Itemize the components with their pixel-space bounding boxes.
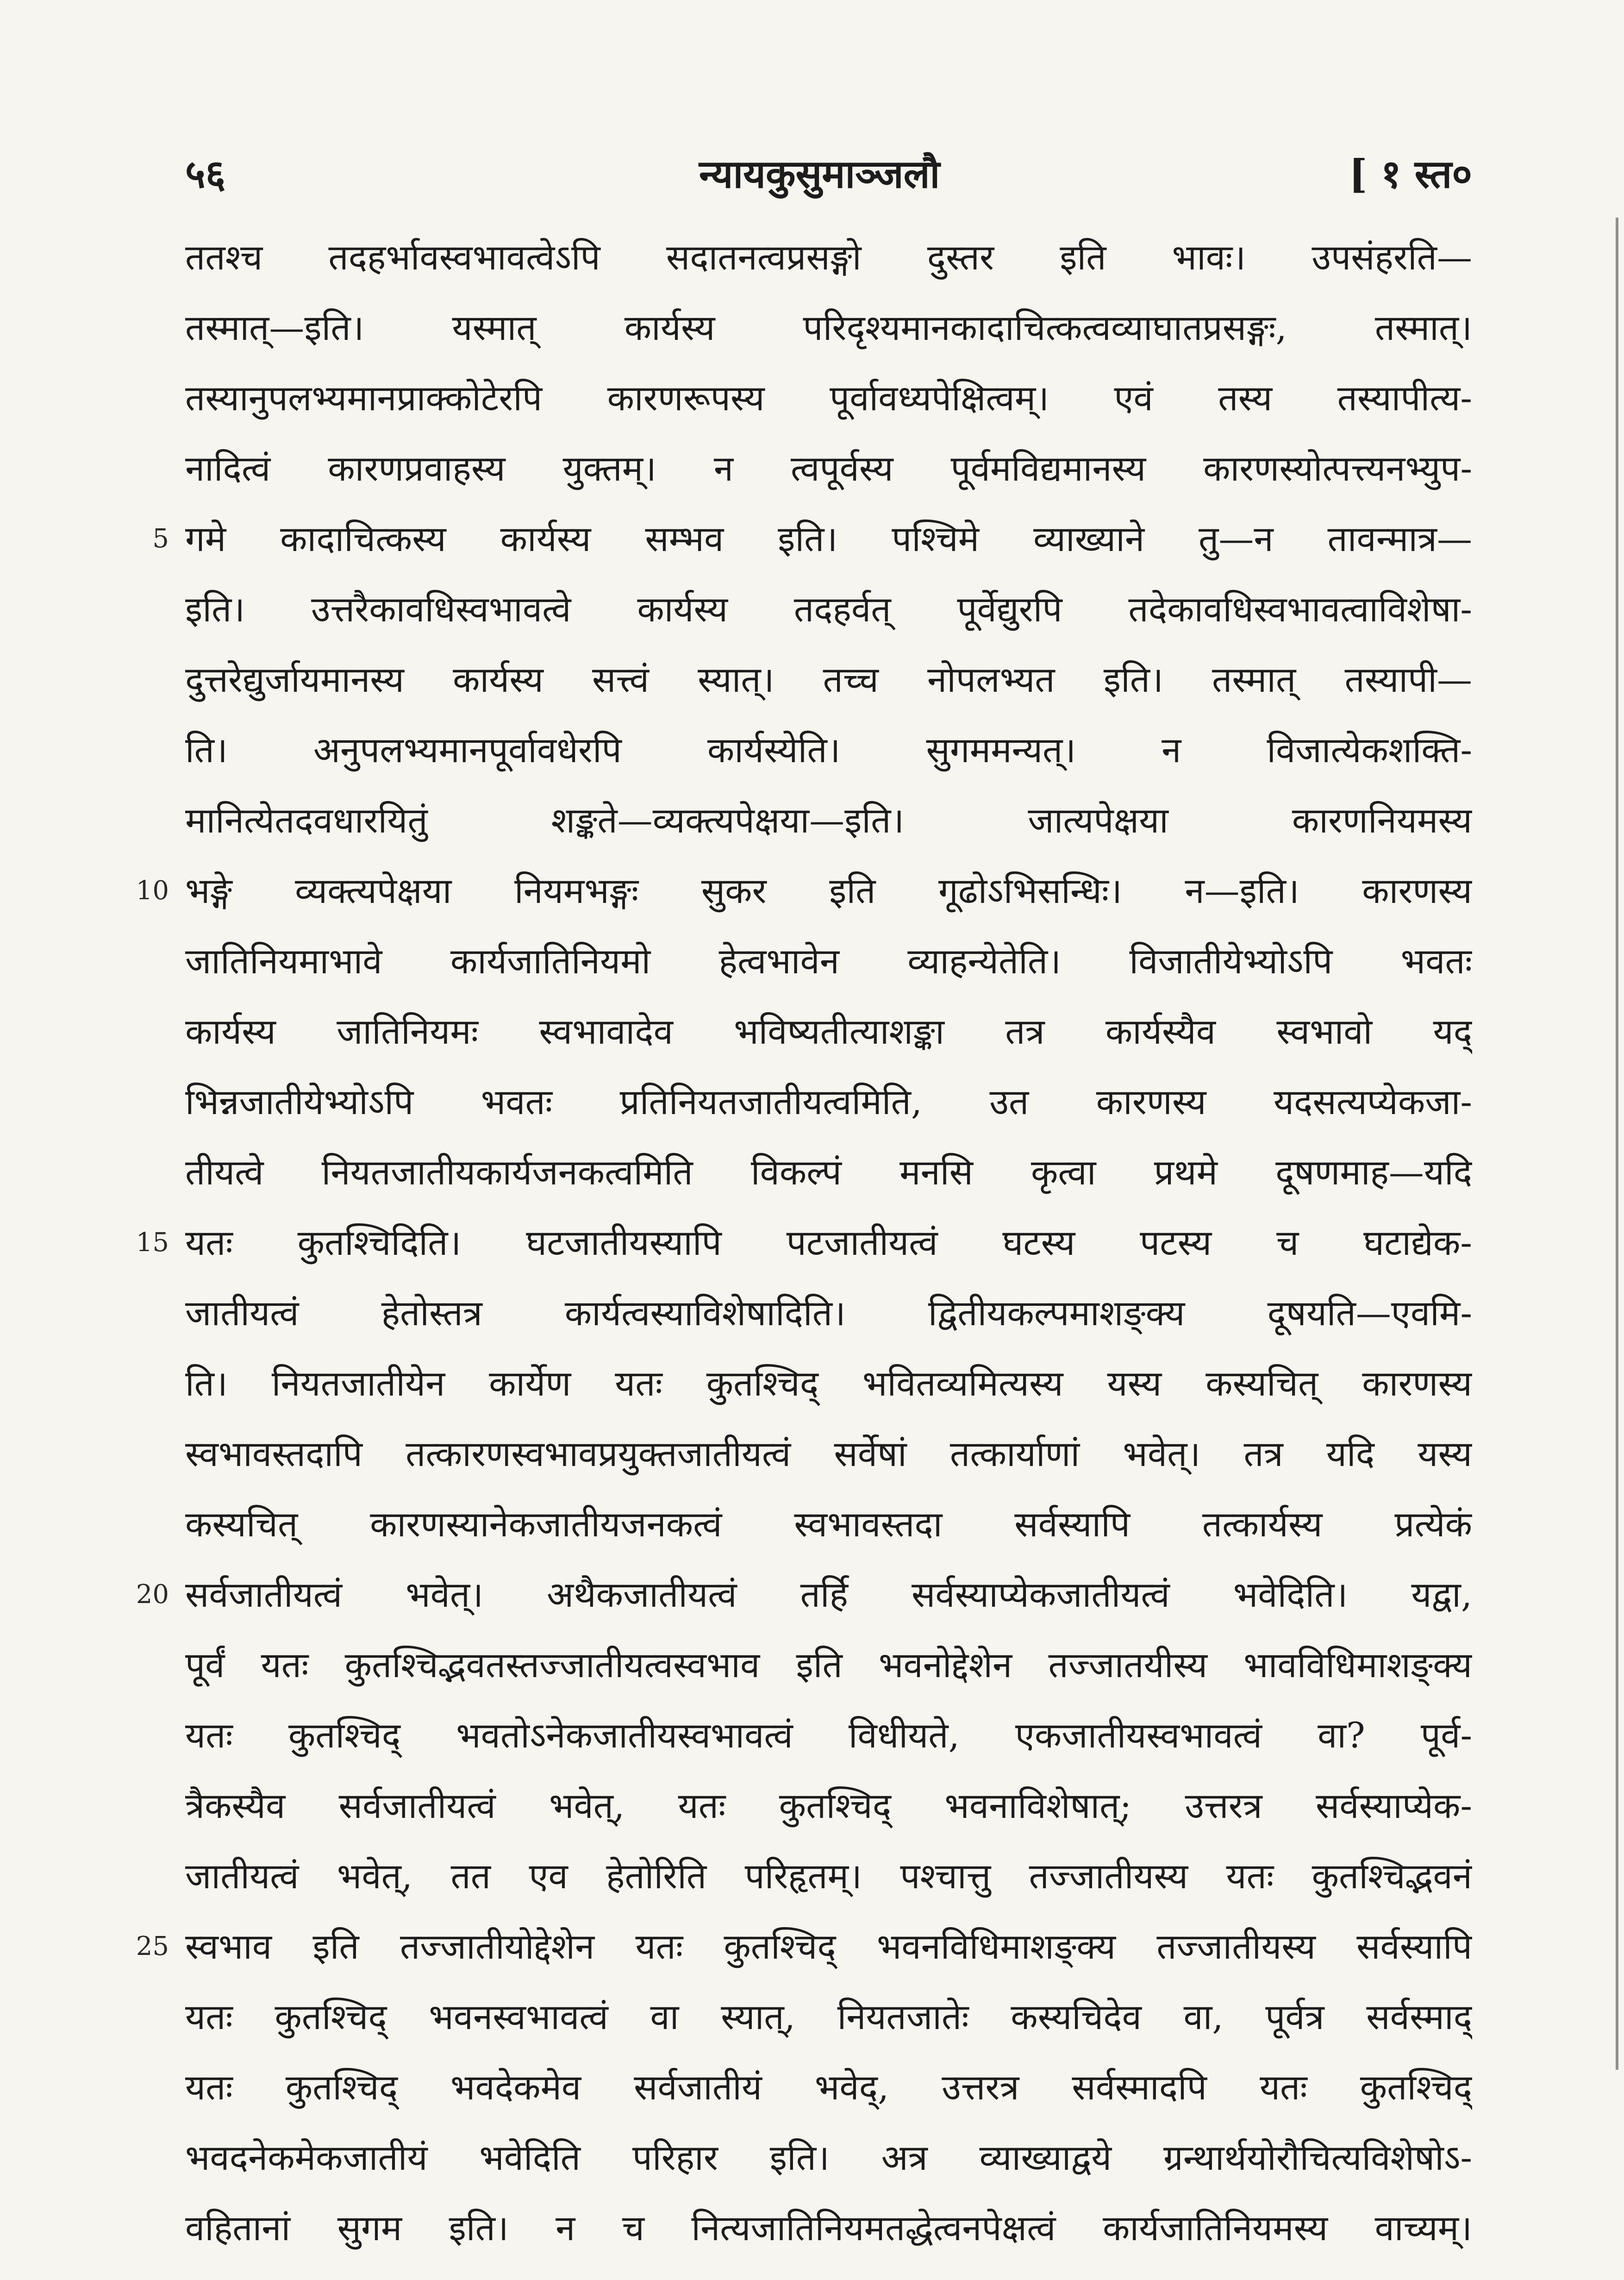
text-line: भङ्गे व्यक्त्यपेक्षया नियमभङ्गः सुकर इति गूढोऽभिसन्धिः। न—इति। कारणस्य xyxy=(185,870,1472,911)
text-line: जातीयत्वं भवेत्, तत एव हेतोरिति परिहृतम्। पश्चात्तु तज्जातीयस्य यतः कुतश्चिद्भवनं xyxy=(185,1855,1472,1897)
text-line: गमे कादाचित्कस्य कार्यस्य सम्भव इति। पश्चिमे व्याख्याने तु—न तावन्मात्र— xyxy=(185,518,1472,559)
text-line: दुत्तरेद्युर्जायमानस्य कार्यस्य सत्त्वं स्यात्। तच्च नोपलभ्यत इति। तस्मात् तस्यापी— xyxy=(185,659,1472,700)
page-header xyxy=(185,146,1472,201)
text-line: ततश्च तदहर्भावस्वभावत्वेऽपि सदातनत्वप्रसङ्गो दुस्तर इति भावः। उपसंहरति— xyxy=(185,237,1472,278)
running-title: न्यायकुसुमाञ्जलौ xyxy=(699,151,940,197)
text-line: यतः कुतश्चिद् भवदेकमेव सर्वजातीयं भवेद्, उत्तरत्र सर्वस्मादपि यतः कुतश्चिद् xyxy=(185,2067,1472,2108)
text-line: यतः कुतश्चिद् भवनस्वभावत्वं वा स्यात्, नियतजातेः कस्यचिदेव वा, पूर्वत्र सर्वस्माद् xyxy=(185,1996,1472,2037)
text-line: वहितानां सुगम इति। न च नित्यजातिनियमतद्धेत्वनपेक्षत्वं कार्यजातिनियमस्य वाच्यम्। xyxy=(185,2207,1472,2249)
text-line: इति। उत्तरैकावधिस्वभावत्वे कार्यस्य तदहर्वत् पूर्वेद्युरपि तदेकावधिस्वभावत्वाविशेषा- xyxy=(185,589,1472,630)
text-line: जातिनियमाभावे कार्यजातिनियमो हेत्वभावेन व्याहन्येतेति। विजातीयेभ्योऽपि भवतः xyxy=(185,940,1472,982)
text-line: ति। नियतजातीयेन कार्येण यतः कुतश्चिद् भवितव्यमित्यस्य यस्य कस्यचित् कारणस्य xyxy=(185,1363,1472,1404)
page-edge-shadow xyxy=(1616,218,1618,2070)
page-number: ५६ xyxy=(185,151,226,197)
text-line: यतः कुतश्चिद् भवतोऽनेकजातीयस्वभावत्वं विधीयते, एकजातीयस्वभावत्वं वा? पूर्व- xyxy=(185,1715,1472,1756)
text-line: कस्यचित् कारणस्यानेकजातीयजनकत्वं स्वभावस्तदा सर्वस्यापि तत्कार्यस्य प्रत्येकं xyxy=(185,1503,1472,1545)
text-line: ति। अनुपलभ्यमानपूर्वावधेरपि कार्यस्येति। सुगममन्यत्। न विजात्येकशक्ति- xyxy=(185,729,1472,770)
text-line: तस्मात्—इति। यस्मात् कार्यस्य परिदृश्यमानकादाचित्कत्वव्याघातप्रसङ्गः, तस्मात्। xyxy=(185,307,1472,348)
text-line: तीयत्वे नियतजातीयकार्यजनकत्वमिति विकल्पं मनसि कृत्वा प्रथमे दूषणमाह—यदि xyxy=(185,1152,1472,1193)
text-line: तस्यानुपलभ्यमानप्राक्कोटेरपि कारणरूपस्य पूर्वावध्यपेक्षित्वम्। एवं तस्य तस्यापीत्य- xyxy=(185,377,1472,419)
text-line: स्वभावस्तदापि तत्कारणस्वभावप्रयुक्तजातीयत्वं सर्वेषां तत्कार्याणां भवेत्। तत्र यदि यस्य xyxy=(185,1433,1472,1474)
line-number: 25 xyxy=(136,1931,169,1961)
text-line: स्वभाव इति तज्जातीयोद्देशेन यतः कुतश्चिद् भवनविधिमाशङ्क्य तज्जातीयस्य सर्वस्यापि xyxy=(185,1926,1472,1967)
text-line: भिन्नजातीयेभ्योऽपि भवतः प्रतिनियतजातीयत्वमिति, उत कारणस्य यदसत्यप्येकजा- xyxy=(185,1081,1472,1122)
text-line: जातीयत्वं हेतोस्तत्र कार्यत्वस्याविशेषादिति। द्वितीयकल्पमाशङ्क्य दूषयति—एवमि- xyxy=(185,1292,1472,1334)
text-line: यतः कुतश्चिदिति। घटजातीयस्यापि पटजातीयत्वं घटस्य पटस्य च घटाद्येक- xyxy=(185,1222,1472,1263)
text-line: नादित्वं कारणप्रवाहस्य युक्तम्। न त्वपूर्वस्य पूर्वमविद्यमानस्य कारणस्योत्पत्त्यनभ्युप- xyxy=(185,448,1472,489)
text-line: मानित्येतदवधारयितुं शङ्कते—व्यक्त्यपेक्षया—इति। जात्यपेक्षया कारणनियमस्य xyxy=(185,800,1472,841)
text-line: भवदनेकमेकजातीयं भवेदिति परिहार इति। अत्र व्याख्याद्वये ग्रन्थार्थयोरौचित्यविशेषोऽ- xyxy=(185,2137,1472,2178)
text-line: कार्यस्य जातिनियमः स्वभावादेव भविष्यतीत्याशङ्का तत्र कार्यस्यैव स्वभावो यद् xyxy=(185,1011,1472,1052)
line-number: 20 xyxy=(136,1579,169,1610)
text-line: सर्वजातीयत्वं भवेत्। अथैकजातीयत्वं तर्हि सर्वस्याप्येकजातीयत्वं भवेदिति। यद्वा, xyxy=(185,1574,1472,1615)
line-number: 15 xyxy=(136,1228,169,1258)
text-line: पूर्वं यतः कुतश्चिद्भवतस्तज्जातीयत्वस्वभाव इति भवनोद्देशेन तज्जातयीस्य भावविधिमाशङ्क्य xyxy=(185,1644,1472,1685)
line-number: 10 xyxy=(136,876,169,906)
section-marker: [ १ स्त० xyxy=(1349,151,1472,197)
text-line: त्रैकस्यैव सर्वजातीयत्वं भवेत्, यतः कुतश्चिद् भवनाविशेषात्; उत्तरत्र सर्वस्याप्येक- xyxy=(185,1785,1472,1826)
line-number: 5 xyxy=(152,524,169,554)
body-text xyxy=(185,222,1472,2263)
